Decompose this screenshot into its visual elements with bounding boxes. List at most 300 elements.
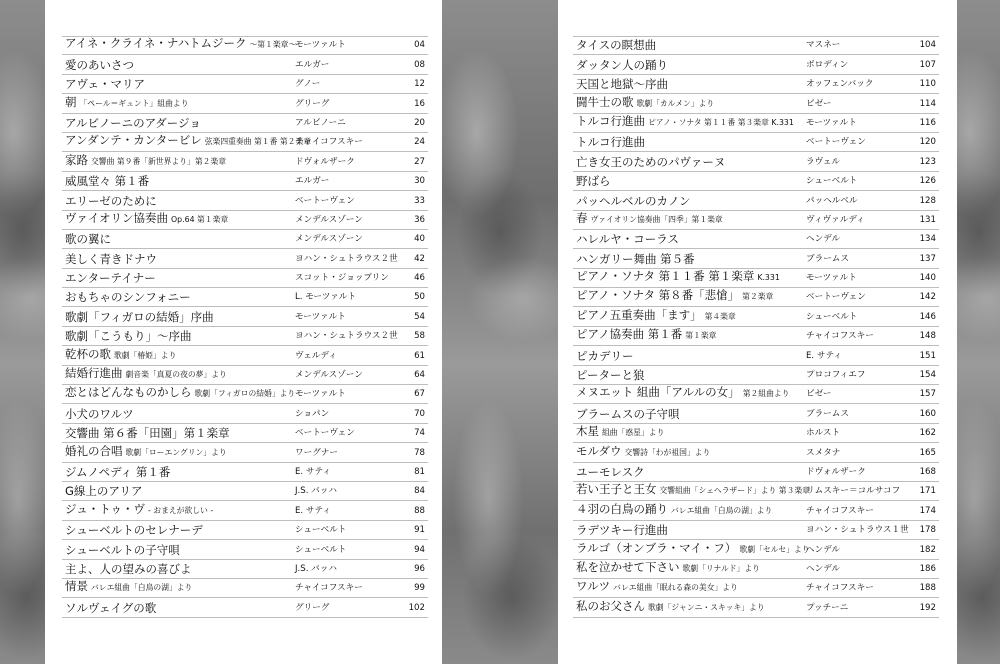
entry-title bbox=[576, 269, 780, 285]
entry-page-number: 102 bbox=[408, 602, 425, 613]
entry-page-number: 131 bbox=[919, 214, 936, 225]
entry-subtitle: 弦楽四重奏曲 第１番 第２楽章 bbox=[204, 137, 312, 147]
entry-title-main: ソルヴェイグの歌 bbox=[65, 600, 157, 615]
entry-title-main: タイスの瞑想曲 bbox=[576, 38, 657, 53]
entry-subtitle: 歌劇「ジャンニ・スキッキ」より bbox=[648, 602, 765, 612]
entry-title-main: ハレルヤ・コーラス bbox=[576, 232, 679, 247]
toc-entry[interactable] bbox=[62, 211, 428, 230]
entry-title bbox=[576, 349, 634, 363]
toc-entry[interactable] bbox=[573, 501, 939, 520]
entry-subtitle: ピアノ・ソナタ 第１１番 第３楽章 K.331 bbox=[648, 117, 794, 127]
entry-composer: ヨハン・シュトラウス１世 bbox=[806, 525, 909, 536]
toc-entry[interactable] bbox=[62, 114, 428, 133]
entry-title bbox=[65, 484, 142, 498]
entry-title bbox=[65, 407, 134, 421]
entry-composer: チャイコフスキー bbox=[806, 331, 874, 342]
entry-composer: マスネー bbox=[806, 40, 841, 51]
entry-composer: ブラームス bbox=[806, 253, 849, 264]
entry-title-main: 愛のあいさつ bbox=[65, 57, 134, 72]
entry-title-main: 美しく青きドナウ bbox=[65, 251, 157, 266]
entry-title bbox=[65, 133, 311, 149]
entry-page-number: 165 bbox=[919, 447, 936, 458]
toc-entry[interactable] bbox=[62, 424, 428, 443]
toc-entry[interactable] bbox=[573, 269, 939, 288]
entry-title-main: 歌の翼に bbox=[65, 232, 111, 247]
toc-entry[interactable] bbox=[573, 424, 939, 443]
entry-title bbox=[576, 465, 645, 479]
entry-title-main: ジュ・トゥ・ヴ bbox=[65, 501, 145, 516]
entry-title bbox=[65, 579, 192, 595]
entry-title-main: 歌劇「フィガロの結婚」序曲 bbox=[65, 309, 214, 324]
toc-entry[interactable] bbox=[62, 463, 428, 482]
entry-subtitle: 交響詩「わが祖国」より bbox=[624, 447, 711, 457]
entry-title-main: ピアノ・ソナタ 第１１番 第１楽章 bbox=[576, 269, 755, 284]
entry-page-number: 50 bbox=[414, 292, 425, 303]
entry-title-main: 若い王子と王女 bbox=[576, 482, 657, 497]
entry-composer: ドヴォルザーク bbox=[295, 156, 355, 167]
entry-title-main: アイネ・クライネ・ナハトムジーク bbox=[65, 36, 247, 51]
entry-title bbox=[65, 523, 203, 537]
entry-title-main: ４羽の白鳥の踊り bbox=[576, 501, 668, 516]
toc-entry[interactable] bbox=[573, 172, 939, 191]
entry-title-main: 私のお父さん bbox=[576, 598, 645, 613]
entry-composer: ベートーヴェン bbox=[806, 137, 866, 148]
toc-page-left bbox=[45, 0, 442, 664]
entry-page-number: 46 bbox=[414, 273, 425, 284]
entry-title-main: トルコ行進曲 bbox=[576, 135, 645, 150]
entry-page-number: 192 bbox=[919, 602, 936, 613]
entry-composer: チャイコフスキー bbox=[295, 137, 363, 148]
entry-composer: ベートーヴェン bbox=[295, 195, 355, 206]
toc-entry[interactable] bbox=[62, 366, 428, 385]
toc-entry[interactable] bbox=[62, 269, 428, 288]
entry-composer: メンデルスゾーン bbox=[295, 234, 363, 245]
entry-title-main: アンダンテ・カンタービレ bbox=[65, 133, 202, 148]
entry-page-number: 04 bbox=[414, 40, 425, 51]
marble-margin-right bbox=[957, 0, 1000, 664]
toc-entry[interactable] bbox=[62, 579, 428, 598]
entry-title bbox=[65, 95, 189, 111]
entry-subtitle: バレエ組曲「白鳥の湖」より bbox=[671, 505, 773, 515]
entry-composer: グリーグ bbox=[295, 602, 330, 613]
marble-gutter bbox=[442, 0, 558, 664]
entry-title-main: 結婚行進曲 bbox=[65, 366, 123, 381]
entry-title-main: パッヘルベルのカノン bbox=[576, 193, 691, 208]
toc-entry[interactable] bbox=[62, 288, 428, 307]
entry-title-main: エリーゼのために bbox=[65, 193, 157, 208]
entry-subtitle: 「ペール＝ギュント」組曲より bbox=[79, 98, 189, 108]
entry-title bbox=[65, 465, 170, 479]
toc-page-right bbox=[558, 0, 957, 664]
entry-subtitle: - おまえが欲しい - bbox=[147, 505, 214, 515]
entry-page-number: 126 bbox=[919, 176, 936, 187]
entry-subtitle: 第２楽章 bbox=[742, 292, 774, 302]
entry-composer: アルビノーニ bbox=[295, 117, 346, 128]
entry-page-number: 24 bbox=[414, 137, 425, 148]
toc-entry[interactable] bbox=[62, 346, 428, 365]
entry-title bbox=[576, 327, 716, 343]
entry-title-main: 朝 bbox=[65, 94, 77, 109]
entry-composer: プロコフィエフ bbox=[806, 370, 866, 381]
entry-page-number: 74 bbox=[414, 428, 425, 439]
entry-title-main: モルダウ bbox=[576, 443, 622, 458]
toc-entry[interactable] bbox=[573, 560, 939, 579]
entry-title-main: ヴァイオリン協奏曲 bbox=[65, 210, 169, 225]
entry-composer: メンデルスゾーン bbox=[295, 214, 363, 225]
entry-title bbox=[65, 271, 156, 285]
entry-subtitle: ヴァイオリン協奏曲「四季」第１楽章 bbox=[590, 214, 723, 224]
entry-composer: ヨハン・シュトラウス２世 bbox=[295, 253, 398, 264]
entry-composer: ベートーヴェン bbox=[295, 428, 355, 439]
entry-title bbox=[576, 135, 645, 149]
toc-entry[interactable] bbox=[573, 346, 939, 365]
entry-composer: グリーグ bbox=[295, 98, 330, 109]
entry-title bbox=[65, 502, 213, 518]
entry-title-main: ラデツキー行進曲 bbox=[576, 523, 668, 538]
entry-page-number: 78 bbox=[414, 447, 425, 458]
toc-entry[interactable] bbox=[573, 152, 939, 171]
entry-composer: シューベルト bbox=[295, 525, 347, 536]
toc-entry[interactable] bbox=[62, 133, 428, 152]
toc-entry[interactable] bbox=[573, 55, 939, 74]
entry-subtitle: バレエ組曲「白鳥の湖」より bbox=[91, 583, 193, 593]
entry-subtitle: 歌劇「カルメン」より bbox=[636, 98, 715, 108]
entry-title-main: ジムノペディ 第１番 bbox=[65, 464, 171, 479]
entry-subtitle: 歌劇「リナルド」より bbox=[682, 563, 760, 573]
entry-title bbox=[65, 77, 145, 91]
entry-composer: メンデルスゾーン bbox=[295, 370, 363, 381]
entry-composer: ワーグナー bbox=[295, 447, 338, 458]
entry-composer: モーツァルト bbox=[806, 273, 857, 284]
entry-page-number: 171 bbox=[919, 486, 936, 497]
entry-composer: グノー bbox=[295, 79, 321, 90]
toc-entry[interactable] bbox=[573, 598, 939, 617]
entry-subtitle: 歌劇「椿姫」より bbox=[114, 350, 177, 360]
toc-entry[interactable] bbox=[62, 94, 428, 113]
entry-composer: ヘンデル bbox=[806, 234, 840, 245]
toc-entry[interactable] bbox=[62, 249, 428, 268]
entry-title-main: ダッタン人の踊り bbox=[576, 57, 668, 72]
entry-page-number: 174 bbox=[919, 505, 936, 516]
entry-composer: J.S. バッハ bbox=[295, 563, 337, 574]
entry-page-number: 151 bbox=[919, 350, 936, 361]
entry-composer: ボロディン bbox=[806, 59, 849, 70]
toc-entry[interactable] bbox=[62, 75, 428, 94]
entry-page-number: 54 bbox=[414, 311, 425, 322]
entry-composer: ヨハン・シュトラウス２世 bbox=[295, 331, 398, 342]
entry-composer: E. サティ bbox=[806, 350, 842, 361]
toc-entry[interactable] bbox=[62, 404, 428, 423]
entry-composer: ヴェルディ bbox=[295, 350, 337, 361]
toc-entry[interactable] bbox=[573, 307, 939, 326]
entry-title-main: アヴェ・マリア bbox=[65, 77, 146, 92]
entry-subtitle: Op.64 第１楽章 bbox=[171, 214, 229, 224]
entry-title-main: メヌエット 組曲「アルルの女」 bbox=[576, 385, 740, 400]
entry-title-main: 威風堂々 第１番 bbox=[65, 174, 150, 189]
entry-title-main: おもちゃのシンフォニー bbox=[65, 290, 191, 305]
entry-composer: チャイコフスキー bbox=[806, 583, 874, 594]
toc-entry[interactable] bbox=[62, 501, 428, 520]
entry-title bbox=[576, 58, 668, 72]
toc-entry[interactable] bbox=[573, 230, 939, 249]
entry-page-number: 91 bbox=[414, 525, 425, 536]
entry-title-main: シューベルトの子守唄 bbox=[65, 542, 180, 557]
entry-title bbox=[65, 36, 296, 52]
entry-title bbox=[65, 116, 201, 130]
entry-title-main: ラルゴ（オンブラ・マイ・フ） bbox=[576, 540, 737, 555]
toc-entry[interactable] bbox=[573, 482, 939, 501]
entry-title-main: ブラームスの子守唄 bbox=[576, 406, 680, 421]
toc-entry[interactable] bbox=[573, 191, 939, 210]
entry-page-number: 146 bbox=[919, 311, 936, 322]
entry-title bbox=[576, 444, 710, 460]
entry-title bbox=[576, 541, 810, 557]
entry-title bbox=[65, 543, 180, 557]
entry-subtitle: 第４楽章 bbox=[704, 311, 736, 321]
entry-title bbox=[576, 114, 794, 130]
entry-composer: シューベルト bbox=[806, 311, 858, 322]
toc-entry[interactable] bbox=[573, 540, 939, 559]
entry-page-number: 64 bbox=[414, 370, 425, 381]
entry-title-main: エンターテイナー bbox=[65, 271, 156, 286]
toc-entry[interactable] bbox=[62, 560, 428, 579]
toc-entry[interactable] bbox=[573, 133, 939, 152]
entry-page-number: 182 bbox=[919, 544, 936, 555]
entry-page-number: 148 bbox=[919, 331, 936, 342]
toc-entry[interactable] bbox=[573, 94, 939, 113]
entry-composer: ドヴォルザーク bbox=[806, 466, 866, 477]
entry-composer: シューベルト bbox=[806, 176, 858, 187]
entry-composer: エルガー bbox=[295, 176, 330, 187]
entry-composer: パッヘルベル bbox=[806, 195, 858, 206]
entry-page-number: 137 bbox=[919, 253, 936, 264]
entry-title bbox=[576, 368, 645, 382]
entry-composer: ホルスト bbox=[806, 428, 841, 439]
entry-title-main: 乾杯の歌 bbox=[65, 346, 111, 361]
entry-page-number: 12 bbox=[414, 79, 425, 90]
entry-title-main: 春 bbox=[576, 210, 588, 225]
entry-page-number: 08 bbox=[414, 59, 425, 70]
entry-composer: ビゼー bbox=[806, 389, 832, 400]
entry-composer: ヴィヴァルディ bbox=[806, 214, 865, 225]
entry-subtitle: K.331 bbox=[757, 273, 780, 283]
toc-entry[interactable] bbox=[573, 521, 939, 540]
entry-title bbox=[576, 599, 765, 615]
toc-entry[interactable] bbox=[573, 114, 939, 133]
entry-title bbox=[576, 482, 810, 498]
toc-entry[interactable] bbox=[573, 579, 939, 598]
entry-composer: スメタナ bbox=[806, 447, 841, 458]
entry-composer: ヘンデル bbox=[806, 563, 840, 574]
toc-entry[interactable] bbox=[62, 482, 428, 501]
entry-composer: プッチーニ bbox=[806, 602, 849, 613]
entry-composer: E. サティ bbox=[295, 466, 331, 477]
entry-title-main: 私を泣かせて下さい bbox=[576, 559, 680, 574]
toc-entry[interactable] bbox=[573, 404, 939, 423]
toc-entry[interactable] bbox=[573, 249, 939, 268]
entry-title-main: 野ばら bbox=[576, 174, 611, 189]
entry-title bbox=[576, 232, 679, 246]
entry-composer: ヘンデル bbox=[806, 544, 840, 555]
toc-entry[interactable] bbox=[573, 366, 939, 385]
entry-title-main: ピカデリー bbox=[576, 348, 634, 363]
entry-title bbox=[65, 385, 295, 401]
toc-entry[interactable] bbox=[573, 463, 939, 482]
entry-title-main: アルビノーニのアダージョ bbox=[65, 115, 201, 130]
entry-title bbox=[576, 194, 691, 208]
toc-entry[interactable] bbox=[62, 230, 428, 249]
entry-title-main: 婚礼の合唱 bbox=[65, 443, 123, 458]
entry-page-number: 114 bbox=[919, 98, 936, 109]
entry-subtitle: 〜第１楽章〜 bbox=[249, 40, 297, 50]
entry-title bbox=[65, 58, 134, 72]
entry-page-number: 61 bbox=[414, 350, 425, 361]
toc-entry[interactable] bbox=[62, 521, 428, 540]
entry-page-number: 110 bbox=[919, 79, 936, 90]
entry-composer: チャイコフスキー bbox=[295, 583, 363, 594]
entry-title bbox=[65, 194, 157, 208]
entry-page-number: 33 bbox=[414, 195, 425, 206]
toc-entry[interactable] bbox=[573, 288, 939, 307]
entry-page-number: 81 bbox=[414, 466, 425, 477]
entry-title-main: トルコ行進曲 bbox=[576, 113, 645, 128]
entry-page-number: 104 bbox=[919, 40, 936, 51]
toc-entry[interactable] bbox=[573, 36, 939, 55]
toc-entry[interactable] bbox=[573, 75, 939, 94]
entry-subtitle: 交響曲 第９番「新世界より」第２楽章 bbox=[91, 156, 227, 166]
entry-composer: ベートーヴェン bbox=[806, 292, 866, 303]
toc-entry[interactable] bbox=[62, 385, 428, 404]
entry-composer: モーツァルト bbox=[295, 389, 346, 400]
toc-entry[interactable] bbox=[62, 443, 428, 462]
entry-page-number: 160 bbox=[919, 408, 936, 419]
entry-page-number: 186 bbox=[919, 563, 936, 574]
entry-composer: スコット・ジョップリン bbox=[295, 273, 389, 284]
marble-margin-left bbox=[0, 0, 45, 664]
toc-entry[interactable] bbox=[62, 598, 428, 617]
entry-page-number: 188 bbox=[919, 583, 936, 594]
entry-title-main: 小犬のワルツ bbox=[65, 406, 134, 421]
entry-page-number: 16 bbox=[414, 98, 425, 109]
entry-title-main: 木星 bbox=[576, 424, 599, 439]
toc-entry[interactable] bbox=[62, 307, 428, 326]
entry-page-number: 20 bbox=[414, 117, 425, 128]
entry-title bbox=[576, 95, 714, 111]
entry-subtitle: バレエ組曲「眠れる森の美女」より bbox=[613, 583, 738, 593]
entry-subtitle: 第２組曲より bbox=[742, 389, 790, 399]
toc-entry[interactable] bbox=[573, 211, 939, 230]
entry-page-number: 88 bbox=[414, 505, 425, 516]
entry-page-number: 67 bbox=[414, 389, 425, 400]
entry-subtitle: 歌劇「フィガロの結婚」より bbox=[194, 389, 296, 399]
entry-subtitle: 組曲「惑星」より bbox=[602, 428, 665, 438]
entry-title bbox=[576, 407, 680, 421]
entry-title-main: G線上のアリア bbox=[65, 484, 143, 499]
entry-page-number: 140 bbox=[919, 273, 936, 284]
entry-composer: ビゼー bbox=[806, 98, 832, 109]
entry-title-main: 亡き女王のためのパヴァーヌ bbox=[576, 154, 726, 169]
toc-entry[interactable] bbox=[573, 327, 939, 346]
entry-title bbox=[576, 174, 611, 188]
entry-composer: シューベルト bbox=[295, 544, 347, 555]
entry-title bbox=[576, 77, 668, 91]
toc-entry[interactable] bbox=[62, 327, 428, 346]
entry-title bbox=[576, 424, 664, 440]
entry-title-main: ハンガリー舞曲 第５番 bbox=[576, 251, 695, 266]
entry-page-number: 27 bbox=[414, 156, 425, 167]
entry-composer: チャイコフスキー bbox=[806, 505, 874, 516]
entry-page-number: 123 bbox=[919, 156, 936, 167]
entry-title-main: 情景 bbox=[65, 579, 88, 594]
entry-title bbox=[65, 444, 227, 460]
entry-composer: リムスキー＝コルサコフ bbox=[806, 486, 901, 497]
entry-title bbox=[65, 252, 157, 266]
entry-title-main: ワルツ bbox=[576, 579, 611, 594]
entry-page-number: 107 bbox=[919, 59, 936, 70]
entry-title-main: 闘牛士の歌 bbox=[576, 94, 634, 109]
entry-title-main: 交響曲 第６番「田園」第１楽章 bbox=[65, 426, 230, 441]
entry-title bbox=[576, 385, 789, 401]
entry-composer: ラヴェル bbox=[806, 156, 841, 167]
entry-title bbox=[576, 211, 723, 227]
entry-title bbox=[576, 523, 668, 537]
toc-entry[interactable] bbox=[573, 443, 939, 462]
entry-page-number: 84 bbox=[414, 486, 425, 497]
entry-page-number: 128 bbox=[919, 195, 936, 206]
entry-title-main: ユーモレスク bbox=[576, 464, 645, 479]
entry-title-main: 歌劇「こうもり」〜序曲 bbox=[65, 329, 192, 344]
toc-entry[interactable] bbox=[62, 36, 428, 55]
entry-composer: オッフェンバック bbox=[806, 79, 874, 90]
entry-title bbox=[576, 252, 695, 266]
entry-title bbox=[576, 38, 656, 52]
entry-title bbox=[576, 502, 772, 518]
entry-title-main: ピアノ協奏曲 第１番 bbox=[576, 327, 683, 342]
entry-subtitle: 交響組曲「シェヘラザード」より 第３楽章 bbox=[659, 486, 810, 496]
toc-entry[interactable] bbox=[62, 191, 428, 210]
entry-page-number: 162 bbox=[919, 428, 936, 439]
entry-title-main: 天国と地獄〜序曲 bbox=[576, 77, 668, 92]
toc-entry[interactable] bbox=[62, 152, 428, 171]
entry-page-number: 58 bbox=[414, 331, 425, 342]
entry-page-number: 116 bbox=[919, 117, 936, 128]
entry-title bbox=[576, 560, 760, 576]
entry-title-main: ピーターと狼 bbox=[576, 368, 645, 383]
toc-entry[interactable] bbox=[62, 540, 428, 559]
entry-composer: モーツァルト bbox=[295, 311, 346, 322]
entry-title bbox=[65, 310, 214, 324]
entry-page-number: 142 bbox=[919, 292, 936, 303]
entry-page-number: 36 bbox=[414, 214, 425, 225]
entry-title bbox=[576, 308, 736, 324]
entry-title-main: シューベルトのセレナーデ bbox=[65, 523, 203, 538]
entry-title bbox=[576, 288, 773, 304]
entry-page-number: 70 bbox=[414, 408, 425, 419]
entry-title bbox=[65, 211, 228, 227]
entry-subtitle: 歌劇「ローエングリン」より bbox=[125, 447, 227, 457]
toc-entry[interactable] bbox=[62, 55, 428, 74]
entry-title-main: 恋とはどんなものかしら bbox=[65, 385, 192, 400]
entry-title bbox=[65, 153, 226, 169]
entry-composer: J.S. バッハ bbox=[295, 486, 337, 497]
entry-page-number: 178 bbox=[919, 525, 936, 536]
entry-page-number: 157 bbox=[919, 389, 936, 400]
entry-page-number: 134 bbox=[919, 234, 936, 245]
entry-page-number: 99 bbox=[414, 583, 425, 594]
entry-subtitle: 劇音楽「真夏の夜の夢」より bbox=[125, 370, 227, 380]
toc-entry[interactable] bbox=[573, 385, 939, 404]
toc-entry[interactable] bbox=[62, 172, 428, 191]
